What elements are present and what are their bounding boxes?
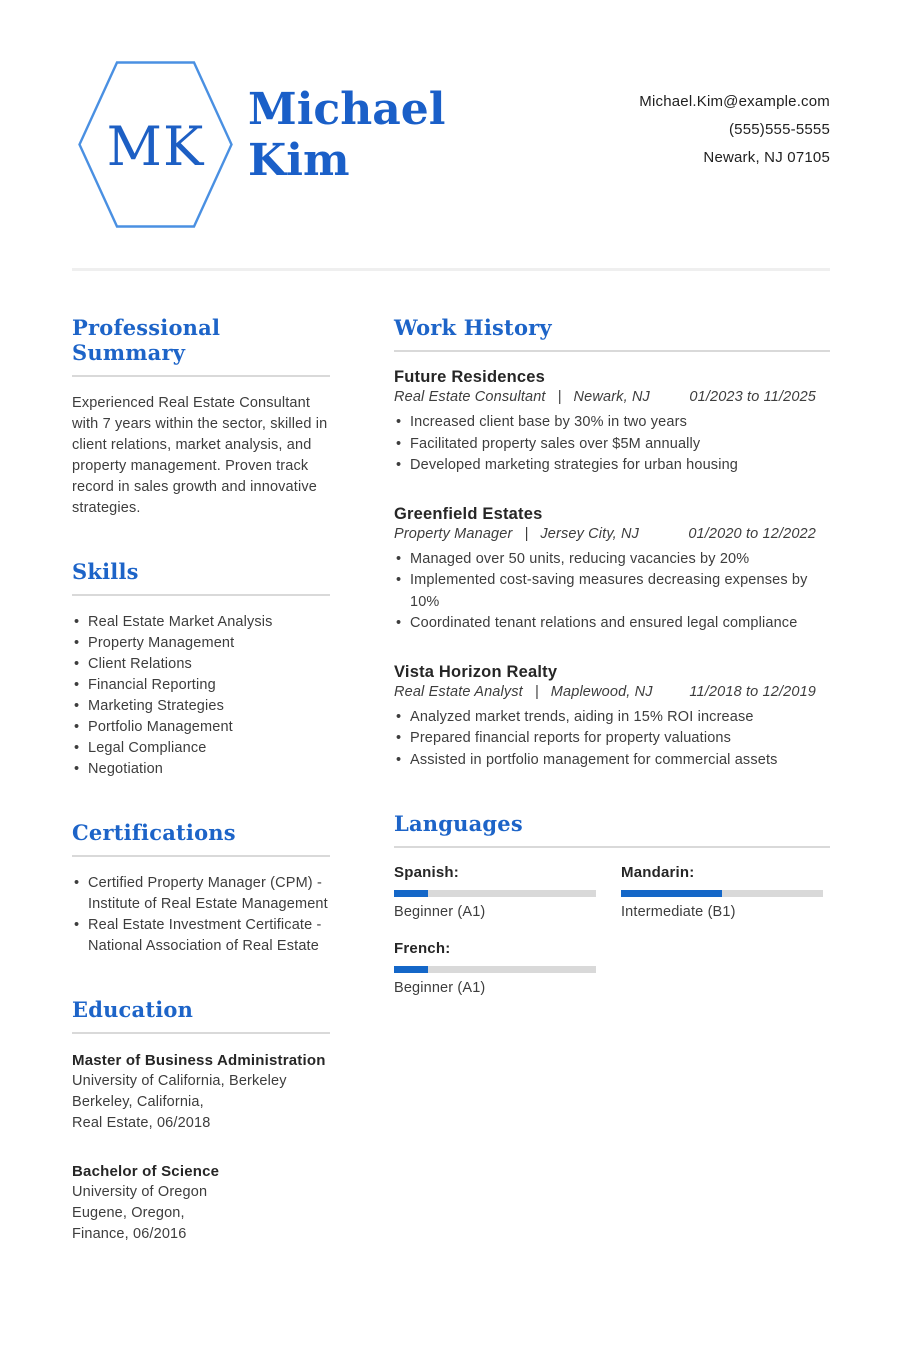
language-level: Intermediate (B1)	[621, 904, 736, 920]
education-entry	[72, 1161, 330, 1245]
first-name: Michael	[248, 84, 446, 135]
role-line	[394, 526, 830, 542]
role-and-location	[394, 526, 639, 542]
pipe-separator: |	[524, 525, 529, 542]
job-bullet: • Analyzed market trends, aiding in 15% ROI increase	[394, 707, 830, 729]
skill-item: • Legal Compliance	[72, 738, 330, 759]
language-progress-fill	[621, 890, 722, 897]
school-name: University of California, Berkeley	[72, 1073, 287, 1089]
language-entry	[394, 940, 596, 996]
section-title: Skills	[72, 559, 139, 584]
left-column	[72, 315, 330, 1245]
skill-item: • Client Relations	[72, 654, 330, 675]
company-name: Greenfield Estates	[394, 504, 543, 523]
degree-name: Bachelor of Science	[72, 1163, 220, 1180]
company-name: Vista Horizon Realty	[394, 662, 558, 681]
contact-phone: (555)555-5555	[728, 121, 830, 138]
job-location: Maplewood, NJ	[550, 683, 653, 700]
skill-item: • Property Management	[72, 633, 330, 654]
section-rule	[72, 375, 330, 377]
last-name: Kim	[248, 135, 350, 186]
role-and-location	[394, 684, 653, 700]
role-and-location	[394, 389, 650, 405]
contact-block	[639, 88, 830, 172]
school-location: Berkeley, California,	[72, 1094, 204, 1110]
pipe-separator: |	[557, 389, 562, 405]
degree-name: Master of Business Administration	[72, 1052, 326, 1069]
language-progress-fill	[394, 890, 428, 897]
job-bullet: • Implemented cost-saving measures decreasing expenses by 10%	[394, 570, 830, 613]
section-languages	[394, 811, 830, 996]
job-entry	[394, 663, 830, 772]
section-rule	[72, 855, 330, 857]
school-location: Eugene, Oregon,	[72, 1205, 185, 1221]
job-bullet: • Prepared financial reports for property valuations	[394, 728, 830, 750]
job-bullet: • Increased client base by 30% in two years	[394, 412, 830, 434]
job-bullet: • Managed over 50 units, reducing vacancies by 20%	[394, 549, 830, 571]
skill-item: • Portfolio Management	[72, 717, 330, 738]
job-role: Real Estate Analyst	[394, 683, 523, 700]
language-name: Spanish:	[394, 864, 459, 881]
job-role: Property Manager	[394, 525, 513, 542]
section-title: Languages	[394, 811, 523, 836]
role-line	[394, 389, 830, 405]
job-bullet: • Assisted in portfolio management for commercial assets	[394, 750, 830, 772]
job-bullet: • Coordinated tenant relations and ensured legal compliance	[394, 613, 830, 635]
section-rule	[72, 594, 330, 596]
contact-location: Newark, NJ 07105	[703, 149, 830, 166]
company-name: Future Residences	[394, 368, 546, 386]
job-location: Jersey City, NJ	[540, 525, 640, 542]
skills-list	[72, 612, 330, 780]
language-entry	[621, 864, 823, 920]
language-level: Beginner (A1)	[394, 980, 486, 996]
education-entry	[72, 1050, 330, 1134]
pipe-separator: |	[534, 683, 539, 700]
role-line	[394, 684, 830, 700]
language-progress-fill	[394, 966, 428, 973]
language-entry	[394, 864, 596, 920]
job-bullets	[394, 412, 830, 477]
section-certifications	[72, 820, 330, 957]
job-bullets	[394, 549, 830, 635]
job-dates: 01/2023 to 11/2025	[689, 389, 816, 405]
section-education	[72, 997, 330, 1245]
monogram-initials: MK	[106, 115, 205, 178]
certification-item: • Certified Property Manager (CPM) - Institute of Real Estate Management	[72, 873, 330, 915]
job-bullets	[394, 707, 830, 772]
skill-item: • Real Estate Market Analysis	[72, 612, 330, 633]
job-bullet: • Developed marketing strategies for urban housing	[394, 455, 830, 477]
certification-item: • Real Estate Investment Certificate - National Association of Real Estate	[72, 915, 330, 957]
language-progress-bar	[621, 890, 823, 897]
candidate-name	[248, 84, 445, 186]
section-professional-summary	[72, 315, 330, 519]
degree-details: Finance, 06/2016	[72, 1226, 187, 1242]
job-entry	[394, 368, 830, 477]
section-title: Work History	[394, 315, 552, 340]
section-title: Education	[72, 997, 194, 1022]
skill-item: • Financial Reporting	[72, 675, 330, 696]
section-rule	[394, 846, 830, 848]
skill-item: • Marketing Strategies	[72, 696, 330, 717]
job-entry	[394, 505, 830, 635]
section-rule	[72, 1032, 330, 1034]
language-level: Beginner (A1)	[394, 904, 486, 920]
section-skills	[72, 559, 330, 780]
job-dates: 01/2020 to 12/2022	[688, 525, 816, 542]
job-role: Real Estate Consultant	[394, 389, 546, 405]
degree-details: Real Estate, 06/2018	[72, 1115, 211, 1131]
language-progress-bar	[394, 966, 596, 973]
language-name: French:	[394, 940, 451, 957]
school-name: University of Oregon	[72, 1184, 208, 1200]
language-name: Mandarin:	[621, 864, 695, 881]
job-bullet: • Facilitated property sales over $5M annually	[394, 434, 830, 456]
right-column	[394, 315, 830, 1245]
resume-body	[0, 271, 900, 1305]
section-work-history	[394, 315, 830, 771]
resume-header	[0, 0, 900, 271]
section-rule	[394, 350, 830, 352]
job-dates: 11/2018 to 12/2019	[689, 683, 816, 700]
languages-grid	[394, 864, 830, 996]
header-divider	[72, 268, 830, 271]
contact-email: Michael.Kim@example.com	[639, 93, 830, 110]
certifications-list	[72, 873, 330, 957]
skill-item: • Negotiation	[72, 759, 330, 780]
language-progress-bar	[394, 890, 596, 897]
summary-text: Experienced Real Estate Consultant with 7 years within the sector, skilled in client relations, market analysis, and property management. Proven track record in sales growth and innovative strategies.	[72, 395, 328, 516]
section-title: Certifications	[72, 820, 236, 845]
monogram-hexagon	[78, 61, 233, 228]
section-title: Professional Summary	[72, 315, 221, 365]
job-location: Newark, NJ	[573, 389, 650, 405]
